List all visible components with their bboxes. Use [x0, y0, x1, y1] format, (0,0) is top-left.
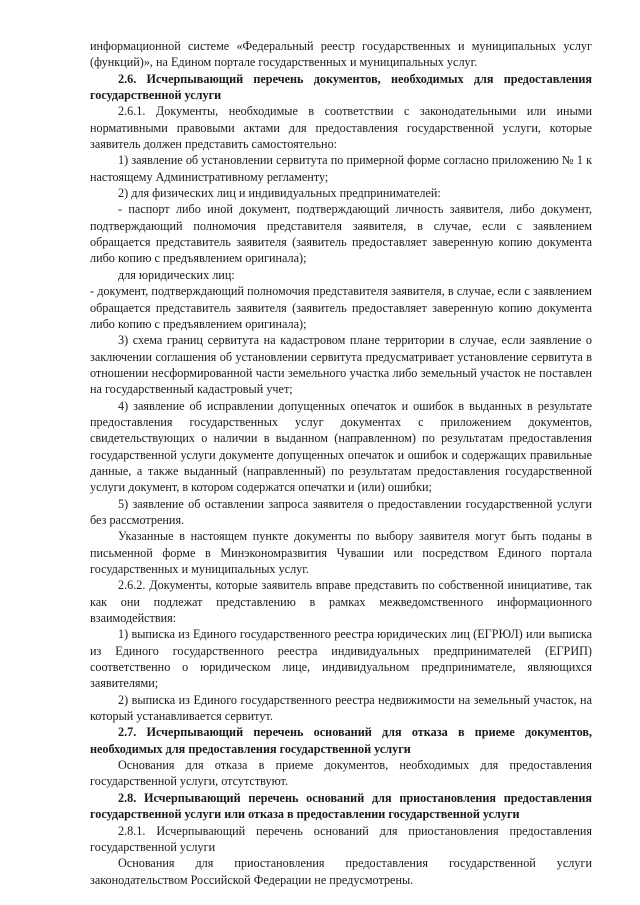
list-item-2-passport: - паспорт либо иной документ, подтверждающий личность заявителя, либо документ, подтверждающий полномочия представителя заявителя, в случае, если с заявлением обращается представитель заявителя (заявитель предоставляет заверенную копию документа либо копию с предъявлением оригинала); — [90, 202, 592, 266]
paragraph-2-7: Основания для отказа в приеме документов, необходимых для предоставления государственной услуги, отсутствуют. — [90, 758, 592, 789]
list-item-2: 2) для физических лиц и индивидуальных предпринимателей: — [118, 186, 441, 201]
document-page — [90, 38, 592, 888]
list-item-egrul: 1) выписка из Единого государственного реестра юридических лиц (ЕГРЮЛ) или выписка из Единого государственного реестра индивидуальных предпринимателей (ЕГРИП) соответственно о юридическом лице, индивидуальном предпринимателе, являющихся заявителями; — [90, 627, 592, 691]
paragraph-0: информационной системе «Федеральный реестр государственных и муниципальных услуг (функций)», на Едином портале государственных и муниципальных услуг. — [90, 39, 592, 70]
section-heading-2-8: 2.8. Исчерпывающий перечень оснований для приостановления предоставления государственной услуги или отказа в предоставлении государственной услуги — [90, 790, 592, 822]
list-item-4: 4) заявление об исправлении допущенных опечаток и ошибок в выданных в результате предоставления государственных услуг документах с приложением документов, свидетельствующих о наличии в выданном (направленном) по результатам предоставления государственной услуги документе допущенных опечаток и ошибок и содержащих правильные данные, а также выданный (направленный) по результатам предоставления государственной услуги документ, в котором содержатся опечатки и (или) ошибки; — [90, 398, 592, 495]
paragraph-2-8-1: 2.8.1. Исчерпывающий перечень оснований для приостановления предоставления государственной услуги — [90, 823, 592, 854]
section-heading-2-6: 2.6. Исчерпывающий перечень документов, необходимых для предоставления государственной услуги — [90, 71, 592, 103]
legal-entities-label: для юридических лиц: — [118, 267, 235, 282]
legal-entities-document: - документ, подтверждающий полномочия представителя заявителя, в случае, если с заявлением обращается представитель заявителя (заявитель предоставляет заверенную копию документа либо копию с предъявлением оригинала); — [90, 284, 592, 331]
list-item-egrn: 2) выписка из Единого государственного реестра недвижимости на земельный участок, на который устанавливается сервитут. — [90, 692, 592, 724]
list-item-1: 1) заявление об установлении сервитута по примерной форме согласно приложению № 1 к настоящему Административному регламенту; — [90, 153, 592, 184]
paragraph-2-8-1-text: Основания для приостановления предоставления государственной услуги законодательством Российской Федерации не предусмотрены. — [90, 856, 592, 887]
paragraph-2-6-1: 2.6.1. Документы, необходимые в соответствии с законодательными или иными нормативными правовыми актами для предоставления государственной услуги, которые заявитель должен представить самостоятельно: — [90, 104, 592, 152]
list-item-5: 5) заявление об оставлении запроса заявителя о предоставлении государственной услуги без рассмотрения. — [90, 496, 592, 527]
paragraph-2-6-2: 2.6.2. Документы, которые заявитель вправе представить по собственной инициативе, так как они подлежат представлению в рамках межведомственного информационного взаимодействия: — [90, 578, 592, 626]
list-item-3: 3) схема границ сервитута на кадастровом плане территории в случае, если заявление о заключении соглашения об установлении сервитута предусматривает установление сервитута в отношении несформированной части земельного участка либо земельный участок не поставлен на государственный кадастровый учет; — [90, 333, 592, 397]
section-heading-2-7: 2.7. Исчерпывающий перечень оснований для отказа в приеме документов, необходимых для предоставления государственной услуги — [90, 725, 592, 756]
paragraph-submission: Указанные в настоящем пункте документы по выбору заявителя могут быть поданы в письменной форме в Минэкономразвития Чувашии или посредством Единого портала государственных и муниципальных услуг. — [90, 529, 592, 576]
